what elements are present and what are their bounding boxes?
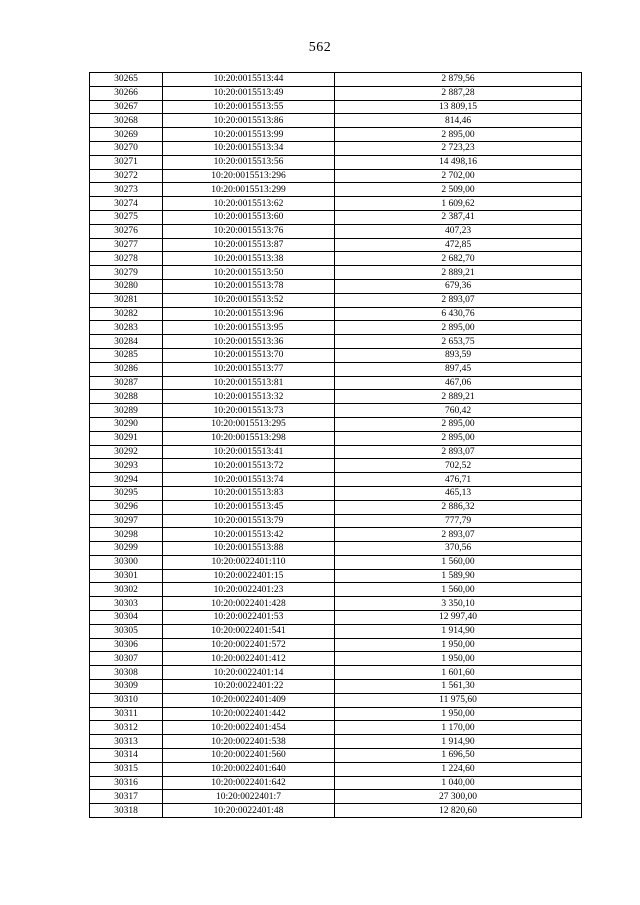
row-number-cell: 30275 — [90, 210, 163, 224]
cadastral-number-cell: 10:20:0015513:96 — [163, 307, 335, 321]
cadastral-number-cell: 10:20:0015513:298 — [163, 431, 335, 445]
value-cell: 2 893,07 — [335, 528, 582, 542]
table-row — [90, 252, 582, 266]
row-number-cell: 30311 — [90, 707, 163, 721]
table-row — [90, 735, 582, 749]
cadastral-number-cell: 10:20:0022401:541 — [163, 624, 335, 638]
row-number-cell: 30298 — [90, 528, 163, 542]
cadastral-number-cell: 10:20:0015513:44 — [163, 73, 335, 87]
value-cell: 1 224,60 — [335, 762, 582, 776]
table-row — [90, 293, 582, 307]
value-cell: 467,06 — [335, 376, 582, 390]
row-number-cell: 30279 — [90, 266, 163, 280]
table-row — [90, 542, 582, 556]
row-number-cell: 30299 — [90, 542, 163, 556]
value-cell: 679,36 — [335, 279, 582, 293]
table-row — [90, 749, 582, 763]
table-row — [90, 362, 582, 376]
cadastral-number-cell: 10:20:0015513:76 — [163, 224, 335, 238]
value-cell: 1 950,00 — [335, 638, 582, 652]
cadastral-number-cell: 10:20:0022401:560 — [163, 749, 335, 763]
value-cell: 1 561,30 — [335, 680, 582, 694]
table-row — [90, 266, 582, 280]
row-number-cell: 30312 — [90, 721, 163, 735]
table-row — [90, 638, 582, 652]
row-number-cell: 30288 — [90, 390, 163, 404]
cadastral-number-cell: 10:20:0015513:73 — [163, 404, 335, 418]
row-number-cell: 30270 — [90, 141, 163, 155]
value-cell: 2 895,00 — [335, 417, 582, 431]
value-cell: 27 300,00 — [335, 790, 582, 804]
cadastral-number-cell: 10:20:0022401:538 — [163, 735, 335, 749]
table-row — [90, 528, 582, 542]
row-number-cell: 30267 — [90, 100, 163, 114]
cadastral-number-cell: 10:20:0022401:48 — [163, 804, 335, 818]
row-number-cell: 30318 — [90, 804, 163, 818]
cadastral-number-cell: 10:20:0022401:22 — [163, 680, 335, 694]
table-row — [90, 348, 582, 362]
row-number-cell: 30290 — [90, 417, 163, 431]
cadastral-number-cell: 10:20:0015513:95 — [163, 321, 335, 335]
table-row — [90, 762, 582, 776]
table-row — [90, 486, 582, 500]
row-number-cell: 30271 — [90, 155, 163, 169]
row-number-cell: 30293 — [90, 459, 163, 473]
table-row — [90, 652, 582, 666]
table-row — [90, 804, 582, 818]
table-row — [90, 279, 582, 293]
table-row — [90, 73, 582, 87]
table-row — [90, 390, 582, 404]
value-cell: 13 809,15 — [335, 100, 582, 114]
data-table — [89, 72, 582, 818]
table-row — [90, 335, 582, 349]
row-number-cell: 30273 — [90, 183, 163, 197]
row-number-cell: 30286 — [90, 362, 163, 376]
cadastral-number-cell: 10:20:0015513:62 — [163, 197, 335, 211]
cadastral-number-cell: 10:20:0015513:36 — [163, 335, 335, 349]
value-cell: 2 653,75 — [335, 335, 582, 349]
row-number-cell: 30278 — [90, 252, 163, 266]
row-number-cell: 30308 — [90, 666, 163, 680]
row-number-cell: 30268 — [90, 114, 163, 128]
cadastral-number-cell: 10:20:0022401:110 — [163, 555, 335, 569]
table-row — [90, 431, 582, 445]
row-number-cell: 30317 — [90, 790, 163, 804]
value-cell: 2 723,23 — [335, 141, 582, 155]
cadastral-number-cell: 10:20:0022401:409 — [163, 693, 335, 707]
value-cell: 1 696,50 — [335, 749, 582, 763]
value-cell: 1 950,00 — [335, 707, 582, 721]
table-row — [90, 693, 582, 707]
table-row — [90, 445, 582, 459]
cadastral-number-cell: 10:20:0022401:53 — [163, 611, 335, 625]
row-number-cell: 30302 — [90, 583, 163, 597]
value-cell: 2 895,00 — [335, 128, 582, 142]
value-cell: 2 886,32 — [335, 500, 582, 514]
value-cell: 1 040,00 — [335, 776, 582, 790]
table-row — [90, 473, 582, 487]
table-row — [90, 624, 582, 638]
value-cell: 3 350,10 — [335, 597, 582, 611]
row-number-cell: 30266 — [90, 86, 163, 100]
table-row — [90, 183, 582, 197]
table-row — [90, 376, 582, 390]
value-cell: 897,45 — [335, 362, 582, 376]
value-cell: 12 820,60 — [335, 804, 582, 818]
cadastral-number-cell: 10:20:0015513:79 — [163, 514, 335, 528]
table-row — [90, 611, 582, 625]
row-number-cell: 30294 — [90, 473, 163, 487]
table-row — [90, 500, 582, 514]
cadastral-number-cell: 10:20:0015513:86 — [163, 114, 335, 128]
value-cell: 370,56 — [335, 542, 582, 556]
value-cell: 2 893,07 — [335, 293, 582, 307]
row-number-cell: 30314 — [90, 749, 163, 763]
cadastral-number-cell: 10:20:0015513:49 — [163, 86, 335, 100]
table-row — [90, 583, 582, 597]
cadastral-number-cell: 10:20:0015513:295 — [163, 417, 335, 431]
row-number-cell: 30309 — [90, 680, 163, 694]
row-number-cell: 30276 — [90, 224, 163, 238]
value-cell: 2 682,70 — [335, 252, 582, 266]
cadastral-number-cell: 10:20:0015513:81 — [163, 376, 335, 390]
cadastral-number-cell: 10:20:0022401:14 — [163, 666, 335, 680]
row-number-cell: 30269 — [90, 128, 163, 142]
page-number: 562 — [308, 40, 332, 55]
row-number-cell: 30284 — [90, 335, 163, 349]
cadastral-number-cell: 10:20:0015513:56 — [163, 155, 335, 169]
value-cell: 11 975,60 — [335, 693, 582, 707]
value-cell: 1 609,62 — [335, 197, 582, 211]
table-row — [90, 321, 582, 335]
table-row — [90, 128, 582, 142]
table-row — [90, 404, 582, 418]
value-cell: 2 702,00 — [335, 169, 582, 183]
row-number-cell: 30310 — [90, 693, 163, 707]
value-cell: 472,85 — [335, 238, 582, 252]
value-cell: 6 430,76 — [335, 307, 582, 321]
value-cell: 2 387,41 — [335, 210, 582, 224]
cadastral-number-cell: 10:20:0015513:99 — [163, 128, 335, 142]
row-number-cell: 30297 — [90, 514, 163, 528]
cadastral-number-cell: 10:20:0015513:55 — [163, 100, 335, 114]
table-row — [90, 666, 582, 680]
row-number-cell: 30301 — [90, 569, 163, 583]
cadastral-number-cell: 10:20:0015513:34 — [163, 141, 335, 155]
value-cell: 1 914,90 — [335, 735, 582, 749]
table-row — [90, 100, 582, 114]
row-number-cell: 30305 — [90, 624, 163, 638]
table-row — [90, 86, 582, 100]
row-number-cell: 30281 — [90, 293, 163, 307]
table-row — [90, 597, 582, 611]
value-cell: 893,59 — [335, 348, 582, 362]
cadastral-number-cell: 10:20:0015513:38 — [163, 252, 335, 266]
value-cell: 14 498,16 — [335, 155, 582, 169]
row-number-cell: 30280 — [90, 279, 163, 293]
row-number-cell: 30316 — [90, 776, 163, 790]
cadastral-number-cell: 10:20:0015513:52 — [163, 293, 335, 307]
cadastral-number-cell: 10:20:0015513:50 — [163, 266, 335, 280]
cadastral-number-cell: 10:20:0022401:7 — [163, 790, 335, 804]
row-number-cell: 30303 — [90, 597, 163, 611]
table-row — [90, 555, 582, 569]
value-cell: 1 601,60 — [335, 666, 582, 680]
table-row — [90, 707, 582, 721]
value-cell: 2 509,00 — [335, 183, 582, 197]
cadastral-number-cell: 10:20:0015513:296 — [163, 169, 335, 183]
cadastral-number-cell: 10:20:0015513:70 — [163, 348, 335, 362]
table-row — [90, 114, 582, 128]
row-number-cell: 30272 — [90, 169, 163, 183]
value-cell: 2 889,21 — [335, 390, 582, 404]
cadastral-number-cell: 10:20:0015513:60 — [163, 210, 335, 224]
table-row — [90, 721, 582, 735]
cadastral-number-cell: 10:20:0022401:642 — [163, 776, 335, 790]
table-row — [90, 238, 582, 252]
cadastral-number-cell: 10:20:0015513:41 — [163, 445, 335, 459]
table-row — [90, 197, 582, 211]
table-row — [90, 776, 582, 790]
row-number-cell: 30265 — [90, 73, 163, 87]
value-cell: 12 997,40 — [335, 611, 582, 625]
cadastral-number-cell: 10:20:0022401:428 — [163, 597, 335, 611]
row-number-cell: 30274 — [90, 197, 163, 211]
row-number-cell: 30285 — [90, 348, 163, 362]
cadastral-number-cell: 10:20:0015513:299 — [163, 183, 335, 197]
cadastral-number-cell: 10:20:0022401:15 — [163, 569, 335, 583]
value-cell: 702,52 — [335, 459, 582, 473]
row-number-cell: 30289 — [90, 404, 163, 418]
cadastral-number-cell: 10:20:0015513:77 — [163, 362, 335, 376]
value-cell: 1 950,00 — [335, 652, 582, 666]
value-cell: 2 889,21 — [335, 266, 582, 280]
table-row — [90, 680, 582, 694]
table-row — [90, 210, 582, 224]
value-cell: 814,46 — [335, 114, 582, 128]
row-number-cell: 30306 — [90, 638, 163, 652]
value-cell: 1 560,00 — [335, 555, 582, 569]
value-cell: 476,71 — [335, 473, 582, 487]
cadastral-number-cell: 10:20:0015513:45 — [163, 500, 335, 514]
table-row — [90, 790, 582, 804]
value-cell: 1 170,00 — [335, 721, 582, 735]
value-cell: 760,42 — [335, 404, 582, 418]
cadastral-number-cell: 10:20:0015513:87 — [163, 238, 335, 252]
row-number-cell: 30300 — [90, 555, 163, 569]
row-number-cell: 30304 — [90, 611, 163, 625]
row-number-cell: 30291 — [90, 431, 163, 445]
table-row — [90, 459, 582, 473]
value-cell: 1 560,00 — [335, 583, 582, 597]
cadastral-number-cell: 10:20:0015513:74 — [163, 473, 335, 487]
row-number-cell: 30283 — [90, 321, 163, 335]
cadastral-number-cell: 10:20:0022401:442 — [163, 707, 335, 721]
table-row — [90, 569, 582, 583]
value-cell: 465,13 — [335, 486, 582, 500]
cadastral-number-cell: 10:20:0015513:72 — [163, 459, 335, 473]
cadastral-number-cell: 10:20:0022401:23 — [163, 583, 335, 597]
value-cell: 1 589,90 — [335, 569, 582, 583]
table-row — [90, 307, 582, 321]
cadastral-number-cell: 10:20:0015513:88 — [163, 542, 335, 556]
row-number-cell: 30292 — [90, 445, 163, 459]
value-cell: 2 893,07 — [335, 445, 582, 459]
cadastral-number-cell: 10:20:0022401:412 — [163, 652, 335, 666]
cadastral-number-cell: 10:20:0015513:42 — [163, 528, 335, 542]
cadastral-number-cell: 10:20:0022401:454 — [163, 721, 335, 735]
value-cell: 2 887,28 — [335, 86, 582, 100]
value-cell: 407,23 — [335, 224, 582, 238]
value-cell: 1 914,90 — [335, 624, 582, 638]
row-number-cell: 30296 — [90, 500, 163, 514]
row-number-cell: 30287 — [90, 376, 163, 390]
value-cell: 2 895,00 — [335, 321, 582, 335]
cadastral-number-cell: 10:20:0015513:83 — [163, 486, 335, 500]
cadastral-number-cell: 10:20:0015513:78 — [163, 279, 335, 293]
cadastral-number-cell: 10:20:0022401:572 — [163, 638, 335, 652]
table-row — [90, 224, 582, 238]
row-number-cell: 30295 — [90, 486, 163, 500]
table-row — [90, 141, 582, 155]
value-cell: 2 879,56 — [335, 73, 582, 87]
table-row — [90, 514, 582, 528]
row-number-cell: 30313 — [90, 735, 163, 749]
table-row — [90, 417, 582, 431]
row-number-cell: 30277 — [90, 238, 163, 252]
table-row — [90, 169, 582, 183]
cadastral-number-cell: 10:20:0022401:640 — [163, 762, 335, 776]
table-body — [90, 73, 582, 818]
row-number-cell: 30307 — [90, 652, 163, 666]
row-number-cell: 30282 — [90, 307, 163, 321]
value-cell: 2 895,00 — [335, 431, 582, 445]
table-row — [90, 155, 582, 169]
value-cell: 777,79 — [335, 514, 582, 528]
cadastral-number-cell: 10:20:0015513:32 — [163, 390, 335, 404]
row-number-cell: 30315 — [90, 762, 163, 776]
